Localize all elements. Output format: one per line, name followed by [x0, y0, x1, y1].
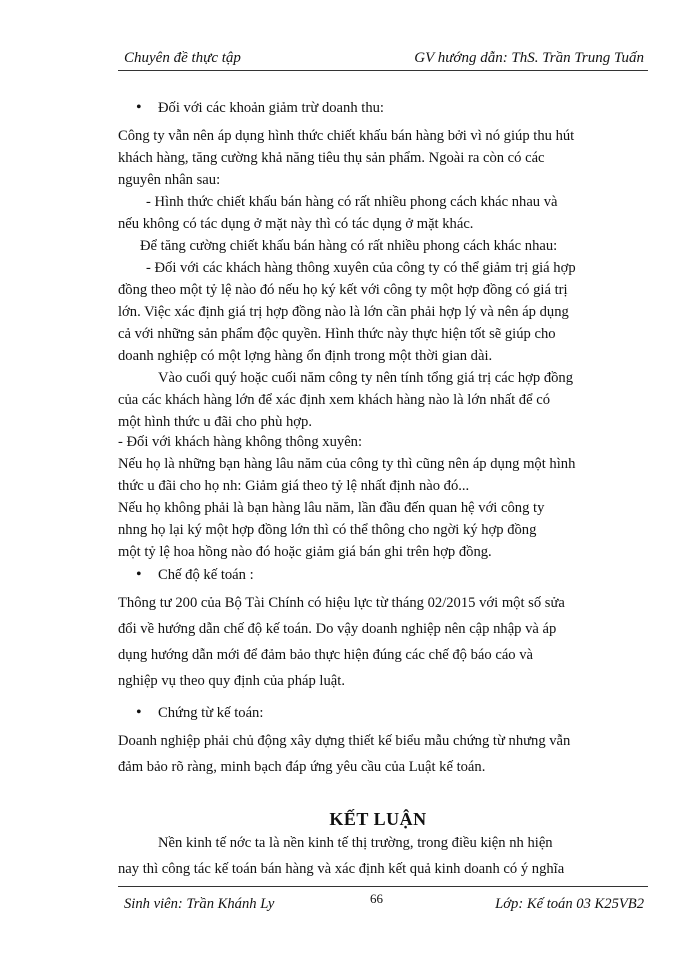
bullet-icon: •	[136, 566, 142, 583]
paragraph-line: lớn. Việc xác định giá trị hợp đồng nào là lớn cần phải hợp lý và nên áp dụng	[118, 304, 569, 320]
paragraph-line: đồng theo một tỷ lệ nào đó nếu họ ký kết với công ty một hợp đồng có giá trị	[118, 282, 568, 298]
conclusion-title: KẾT LUẬN	[329, 809, 427, 829]
paragraph-line: Vào cuối quý hoặc cuối năm công ty nên tính tổng giá trị các hợp đồng	[158, 370, 574, 386]
page-number: 66	[370, 891, 383, 906]
paragraph-line: nhng họ lại ký một hợp đồng lớn thì có thể thông cho ngời ký hợp đồng	[118, 522, 537, 538]
paragraph-line: doanh nghiệp có một lợng hàng ổn định trong một thời gian dài.	[118, 348, 493, 364]
paragraph-line: nghiệp vụ theo quy định của pháp luật.	[118, 673, 345, 689]
section-heading-accounting-regime: Chế độ kế toán :	[158, 567, 254, 583]
paragraph-line: một tỷ lệ hoa hồng nào đó hoặc giảm giá bán ghi trên hợp đồng.	[118, 544, 492, 560]
paragraph-line: đổi về hướng dẫn chế độ kế toán. Do vậy doanh nghiệp nên cập nhập và áp	[118, 621, 557, 637]
page-footer	[118, 886, 648, 917]
paragraph-line: Thông tư 200 của Bộ Tài Chính có hiệu lực từ tháng 02/2015 với một số sửa	[118, 595, 565, 611]
paragraph-line: Doanh nghiệp phải chủ động xây dựng thiết kế biểu mẫu chứng từ nhưng vẫn	[118, 733, 571, 749]
header-supervisor: GV hướng dẫn: ThS. Trần Trung Tuấn	[414, 50, 644, 66]
paragraph-line: - Hình thức chiết khấu bán hàng có rất nhiều phong cách khác nhau và	[146, 194, 558, 210]
paragraph-line: Nền kinh tế nớc ta là nền kinh tế thị trường, trong điều kiện nh hiện	[158, 835, 553, 851]
paragraph-line: của các khách hàng lớn để xác định xem khách hàng nào là lớn nhất để có	[118, 392, 550, 408]
paragraph-line: dụng hướng dẫn mới để đảm bảo thực hiện đúng các chế độ báo cáo và	[118, 647, 534, 663]
paragraph-line: nay thì công tác kế toán bán hàng và xác định kết quả kinh doanh có ý nghĩa	[118, 861, 565, 877]
paragraph-line: - Đối với các khách hàng thông xuyên của công ty có thể giảm trị giá hợp	[146, 260, 576, 276]
footer-student: Sinh viên: Trần Khánh Ly	[124, 896, 275, 912]
page-header	[118, 48, 648, 71]
bullet-icon: •	[136, 704, 142, 721]
paragraph-line: thức u đãi cho họ nh: Giảm giá theo tỷ lệ nhất định nào đó...	[118, 478, 470, 494]
paragraph-line: Công ty vẫn nên áp dụng hình thức chiết khấu bán hàng bởi vì nó giúp thu hút	[118, 128, 575, 144]
paragraph-line: khách hàng, tăng cường khả năng tiêu thụ sản phẩm. Ngoài ra còn có các	[118, 150, 545, 166]
section-heading-accounting-documents: Chứng từ kế toán:	[158, 705, 264, 721]
paragraph-line: - Đối với khách hàng không thông xuyên:	[118, 434, 363, 450]
paragraph-line: nếu không có tác dụng ở mặt này thì có tác dụng ở mặt khác.	[118, 216, 474, 232]
paragraph-line: đảm bảo rõ ràng, minh bạch đáp ứng yêu cầu của Luật kế toán.	[118, 759, 486, 775]
paragraph-line: cả với những sản phẩm độc quyền. Hình thức này thực hiện tốt sẽ giúp cho	[118, 326, 556, 342]
paragraph-line: một hình thức u đãi cho phù hợp.	[118, 414, 312, 430]
bullet-icon: •	[136, 99, 142, 116]
paragraph-line: Để tăng cường chiết khấu bán hàng có rất nhiều phong cách khác nhau:	[140, 238, 558, 254]
paragraph-line: Nếu họ không phải là bạn hàng lâu năm, lần đầu đến quan hệ với công ty	[118, 500, 545, 516]
header-course-title: Chuyên đề thực tập	[124, 50, 241, 66]
footer-class: Lớp: Kế toán 03 K25VB2	[495, 896, 644, 912]
section-heading-deductions: Đối với các khoản giảm trừ doanh thu:	[158, 100, 384, 116]
paragraph-line: Nếu họ là những bạn hàng lâu năm của công ty thì cũng nên áp dụng một hình	[118, 456, 576, 472]
paragraph-line: nguyên nhân sau:	[118, 172, 221, 188]
